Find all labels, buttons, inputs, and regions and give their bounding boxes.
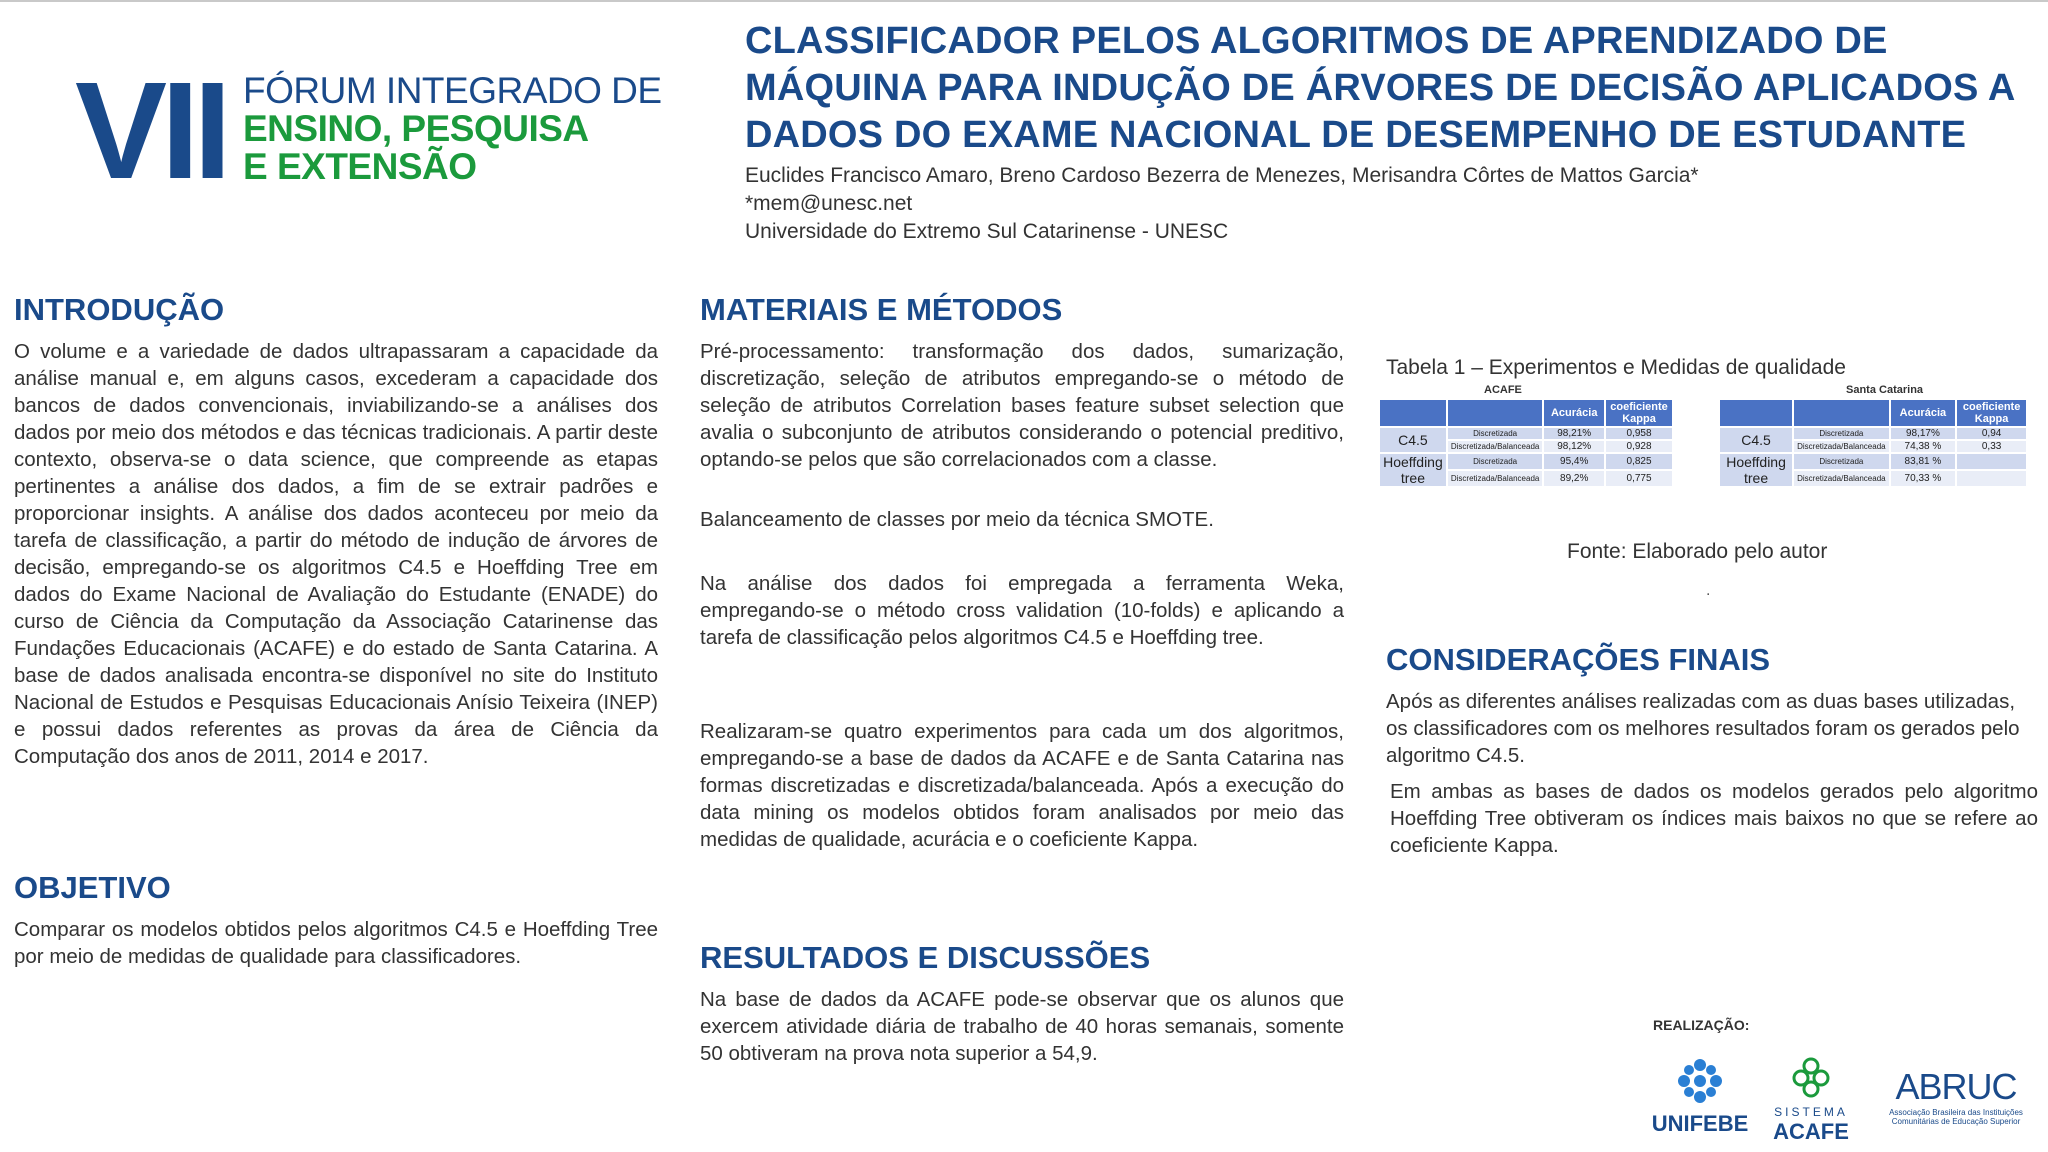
forum-logo: [75, 54, 662, 208]
acafe-text-bottom: ACAFE: [1773, 1119, 1849, 1144]
abruc-text: ABRUC: [1895, 1066, 2017, 1107]
materiais-p3: Na análise dos dados foi empregada a ferramenta Weka, empregando-se o método cross validation (10-folds) e aplicando a tarefa de classificação pelos algoritmos C4.5 e Hoeffding tree.: [700, 572, 1344, 649]
abruc-logo: [1878, 1066, 2034, 1126]
acuracia: 98,12%: [1544, 441, 1604, 452]
acafe-text-top: SISTEMA: [1774, 1105, 1848, 1119]
kappa: [1957, 454, 2026, 469]
top-border: [0, 0, 2048, 2]
col-kappa: coeficiente Kappa: [1957, 400, 2026, 426]
heading-materiais: MATERIAIS E MÉTODOS: [700, 292, 1063, 327]
unifebe-icon: [1675, 1056, 1725, 1106]
title-line-1: CLASSIFICADOR PELOS ALGORITMOS DE APRENDIZADO DE: [745, 20, 1888, 62]
acuracia: 74,38 %: [1891, 441, 1956, 452]
form: Discretizada: [1794, 454, 1889, 469]
abruc-subtitle: Associação Brasileira das Instituições Comunitárias de Educação Superior: [1889, 1108, 2023, 1126]
table-label-acafe: ACAFE: [1484, 384, 1522, 396]
introducao-text: O volume e a variedade de dados ultrapassaram a capacidade da análise manual e, em alguns casos, excederam a capacidade dos bancos de dados convencionais, inviabilizando-se a análises dos dados por meio dos métodos e das técnicas tradicionais. A partir deste contexto, observa-se o data science, que compreende as etapas pertinentes a análise dos dados, a fim de se extrair padrões e proporcionar insights. A análise dos dados aconteceu por meio da tarefa de classificação, a partir do método de indução de árvores de decisão, empregando-se os algoritmos C4.5 e Hoeffding Tree em dados do Exame Nacional de Avaliação do Estudante (ENADE) do curso de Ciência da Computação da Associação Catarinense das Fundações Educacionais (ACAFE) e do estado de Santa Catarina. A base de dados analisada encontra-se disponível no site do Instituto Nacional de Estudos e Pesquisas Educacionais Anísio Teixeira (INEP) e possui dados referentes as provas da área de Ciência da Computação dos anos de 2011, 2014 e 2017.: [14, 340, 658, 768]
form: Discretizada/Balanceada: [1794, 441, 1889, 452]
form: Discretizada/Balanceada: [1448, 441, 1543, 452]
heading-introducao: INTRODUÇÃO: [14, 292, 225, 327]
form: Discretizada: [1448, 428, 1543, 439]
consideracoes-p1: Após as diferentes análises realizadas com as duas bases utilizadas, os classificadores com os melhores resultados foram os gerados pelo algoritmo C4.5.: [1386, 690, 2020, 767]
kappa: 0,775: [1606, 471, 1672, 486]
title-line-3: DADOS DO EXAME NACIONAL DE DESEMPENHO DE ESTUDANTE: [745, 114, 1967, 156]
table-label-sc: Santa Catarina: [1846, 384, 1924, 396]
author-block: [745, 162, 1699, 246]
alg-hoeffding: Hoeffding tree: [1720, 454, 1792, 486]
logo-numeral: VII: [75, 54, 226, 208]
materiais-p4: Realizaram-se quatro experimentos para cada um dos algoritmos, empregando-se a base de dados da ACAFE e de Santa Catarina nas formas discretizadas e discretizada/balanceada. Após a execução do data mining os modelos obtidos foram analisados por meio das medidas de qualidade, acurácia e o coeficiente Kappa.: [700, 720, 1344, 851]
col-acuracia: Acurácia: [1891, 400, 1956, 426]
alg-c45: C4.5: [1720, 428, 1792, 452]
kappa: 0,928: [1606, 441, 1672, 452]
alg-c45: C4.5: [1380, 428, 1446, 452]
acuracia: 98,17%: [1891, 428, 1956, 439]
realizacao-label: REALIZAÇÃO:: [1653, 1017, 1750, 1033]
form: Discretizada: [1794, 428, 1889, 439]
logo-line-3: E EXTENSÃO: [243, 146, 477, 187]
col-acuracia: Acurácia: [1544, 400, 1604, 426]
title-line-2: MÁQUINA PARA INDUÇÃO DE ÁRVORES DE DECISÃO APLICADOS A: [745, 67, 2016, 109]
acafe-icon: [1789, 1056, 1833, 1100]
kappa: 0,825: [1606, 454, 1672, 469]
heading-resultados: RESULTADOS E DISCUSSÕES: [700, 940, 1151, 975]
acafe-logo: [1768, 1056, 1854, 1145]
authors: Euclides Francisco Amaro, Breno Cardoso Bezerra de Menezes, Merisandra Côrtes de Mattos Garcia*: [745, 164, 1699, 187]
stray-dot: .: [1706, 582, 1711, 599]
poster-title: [745, 18, 2035, 159]
logo-line-2: ENSINO, PESQUISA: [243, 108, 589, 149]
logo-line-1: FÓRUM INTEGRADO DE: [243, 70, 662, 111]
materiais-p2: Balanceamento de classes por meio da técnica SMOTE.: [700, 508, 1214, 531]
kappa: [1957, 471, 2026, 486]
form: Discretizada: [1448, 454, 1543, 469]
table-caption: Tabela 1 – Experimentos e Medidas de qualidade: [1386, 356, 1846, 379]
unifebe-logo: [1645, 1056, 1755, 1137]
kappa: 0,94: [1957, 428, 2026, 439]
form: Discretizada/Balanceada: [1448, 471, 1543, 486]
heading-objetivo: OBJETIVO: [14, 870, 171, 905]
email: *mem@unesc.net: [745, 192, 913, 215]
heading-consideracoes: CONSIDERAÇÕES FINAIS: [1386, 642, 1771, 677]
acuracia: 70,33 %: [1891, 471, 1956, 486]
materiais-p1: Pré-processamento: transformação dos dados, sumarização, discretização, seleção de atributos empregando-se o método de seleção de atributos Correlation bases feature subset selection que avalia o subconjunto de atributos considerando o potencial preditivo, optando-se pelos que são correlacionados com a classe.: [700, 340, 1344, 471]
consideracoes-p2: Em ambas as bases de dados os modelos gerados pelo algoritmo Hoeffding Tree obtiveram os índices mais baixos no que se refere ao coeficiente Kappa.: [1390, 780, 2038, 857]
form: Discretizada/Balanceada: [1794, 471, 1889, 486]
kappa: 0,33: [1957, 441, 2026, 452]
col-kappa: coeficiente Kappa: [1606, 400, 1672, 426]
acuracia: 95,4%: [1544, 454, 1604, 469]
acuracia: 83,81 %: [1891, 454, 1956, 469]
resultados-text: Na base de dados da ACAFE pode-se observar que os alunos que exercem atividade diária de trabalho de 40 horas semanais, somente 50 obtiveram na prova nota superior a 54,9.: [700, 988, 1344, 1065]
unifebe-text: UNIFEBE: [1651, 1111, 1749, 1136]
table-source: Fonte: Elaborado pelo autor: [1567, 540, 1828, 563]
objetivo-text: Comparar os modelos obtidos pelos algoritmos C4.5 e Hoeffding Tree por meio de medidas de qualidade para classificadores.: [14, 918, 658, 968]
acuracia: 98,21%: [1544, 428, 1604, 439]
alg-hoeffding: Hoeffding tree: [1380, 454, 1446, 486]
acuracia: 89,2%: [1544, 471, 1604, 486]
kappa: 0,958: [1606, 428, 1672, 439]
institution: Universidade do Extremo Sul Catarinense - UNESC: [745, 220, 1229, 243]
table-acafe: [1378, 398, 1674, 488]
table-santa-catarina: [1718, 398, 2028, 488]
